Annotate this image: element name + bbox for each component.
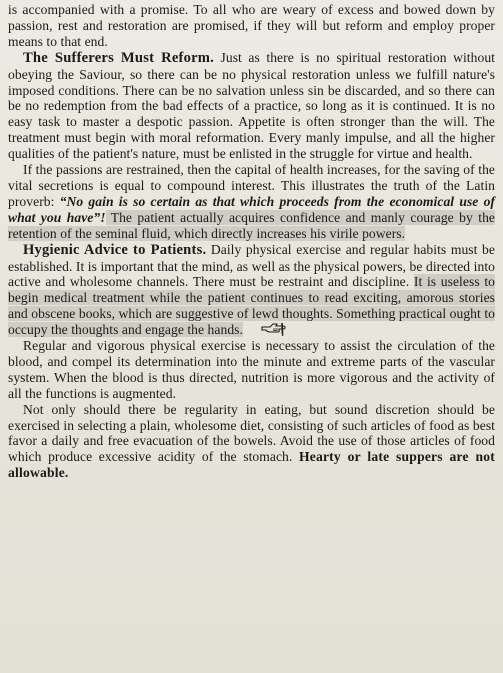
paragraph-diet-bold: Hearty or late suppers are not allowable. xyxy=(8,449,495,481)
paragraph-passions-rest: The patient actually acquires confidence and manly courage by the retention of the seminal fluid, which directly increases his virile powers. xyxy=(8,209,495,241)
heading-hygienic-advice: Hygienic Advice to Patients. xyxy=(23,241,207,258)
paragraph-sufferers-body: Just as there is no spiritual restoration without obeying the Saviour, so there can be no physical restoration unless we fulfill nature's imposed conditions. There can be no salvation unless sin be discarded, and so there can be no redemption from the bad effects of a practice, so long as it is continued. It is no easy task to master a despotic passion. Appetite is often stronger than the will. The treatment must begin with moral reformation. Every manly impulse, and all the higher qualities of the patient's nature, must be enlisted in the struggle for virtue and health. xyxy=(8,49,495,162)
paragraph-passions-intro: If the passions are restrained, then the capital of health increases, for the saving of the vital secretions is equal to compound interest. This illustrates the truth of the Latin proverb: xyxy=(8,162,495,209)
pointing-hand-icon xyxy=(246,322,272,336)
paragraph-diet xyxy=(8,402,495,482)
heading-sufferers-must-reform: The Sufferers Must Reform. xyxy=(23,49,214,66)
paragraph-hygienic xyxy=(8,242,495,338)
paragraph-exercise: Regular and vigorous physical exercise is necessary to assist the circulation of the blood, and compel its determination into the minute and extreme parts of the vascular system. When the blood is thus directed, nutrition is more vigorous and the activity of all the functions is augmented. xyxy=(8,338,495,401)
paragraph-hygienic-body: Daily physical exercise and regular habits must be established. It is important that the mind, as well as the physical powers, be directed into active and wholesome channels. There must be restraint and discipline. xyxy=(8,241,495,290)
latin-proverb-quote: “No gain is so certain as that which proceeds from the economical use of what you have”! xyxy=(8,193,495,225)
paragraph-sufferers xyxy=(8,50,495,162)
paragraph-diet-body: Not only should there be regularity in eating, but sound discretion should be exercised in selecting a plain, wholesome diet, consisting of such articles of food as best favor a daily and free evacuation of the bowels. Avoid the use of those articles of food which produce excessive acidity of the stomach. xyxy=(8,401,495,465)
paragraph-passions xyxy=(8,162,495,242)
paragraph-hygienic-highlight: It is useless to begin medical treatment while the patient continues to read exciting, amorous stories and obscene books, which are suggestive of lewd thoughts. Something practical ought to occupy the thoughts and engage the hands. xyxy=(8,274,495,338)
paragraph-1: is accompanied with a promise. To all who are weary of excess and bowed down by passion, rest and restoration are promised, if they will but reform and employ proper means to that end. xyxy=(8,2,495,49)
